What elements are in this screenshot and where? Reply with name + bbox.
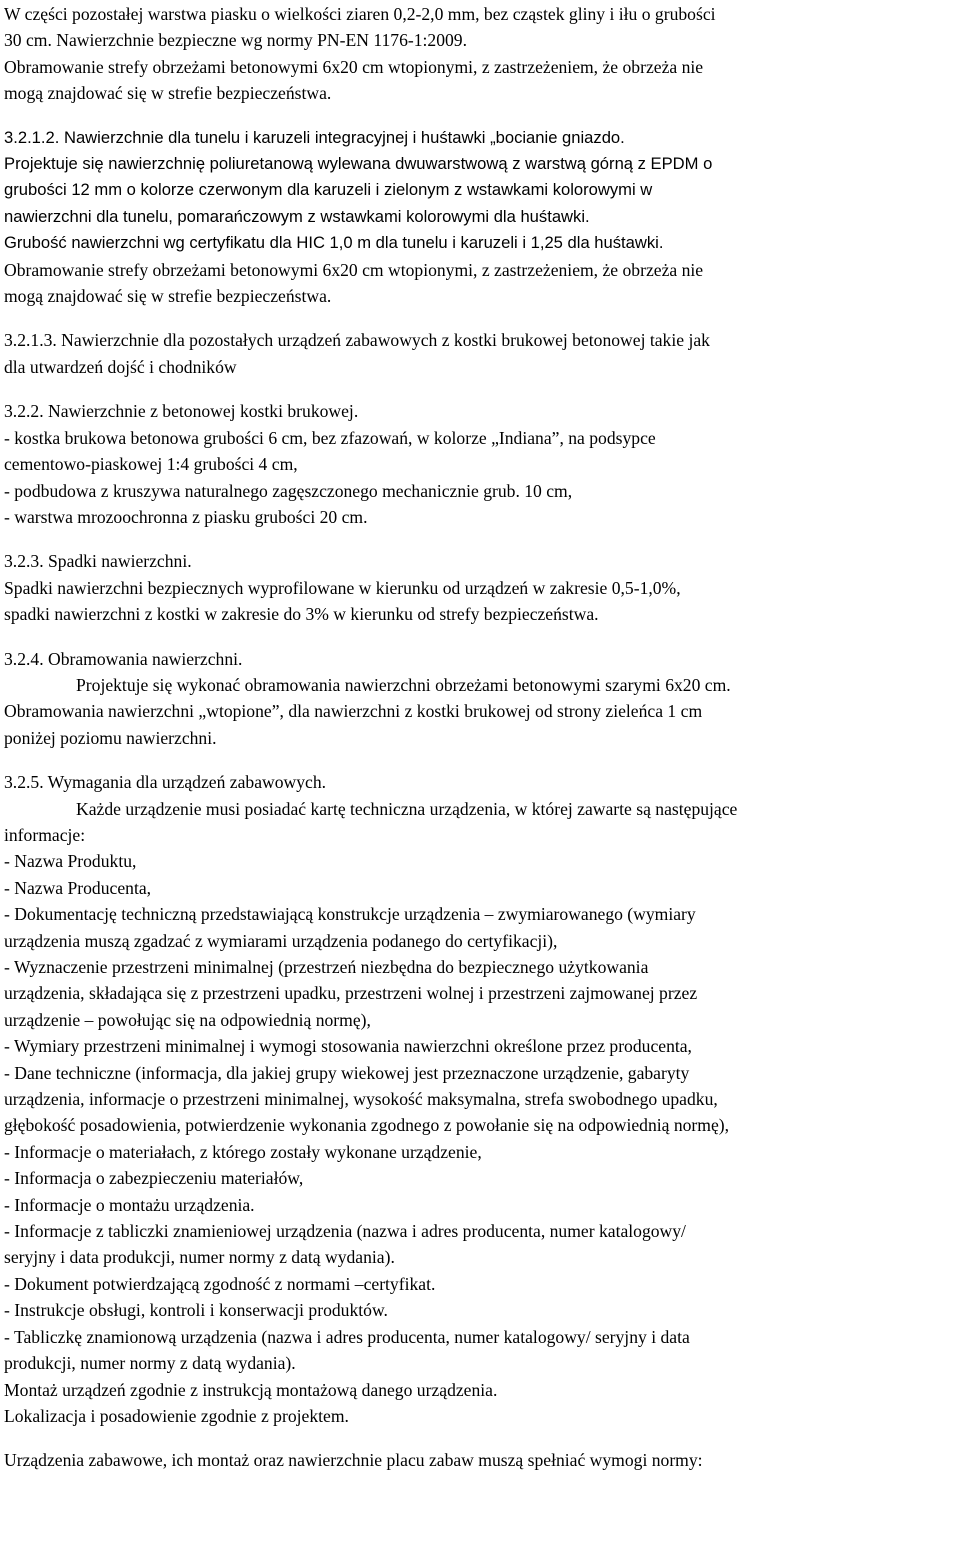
text-line: urządzenia muszą zgadzać z wymiarami urządzenia podanego do certyfikacji), [4,930,558,951]
text-line: - Informacje z tabliczki znamieniowej urządzenia (nazwa i adres producenta, numer katalogowy/ [4,1221,686,1242]
paragraph [4,769,956,1429]
text-line: Spadki nawierzchni bezpiecznych wyprofilowane w kierunku od urządzeń w zakresie 0,5-1,0%, [4,577,681,598]
text-line: W części pozostałej warstwa piasku o wielkości ziaren 0,2-2,0 mm, bez cząstek gliny i iłu o grubości [4,4,716,24]
paragraph [4,257,956,310]
paragraph-spacer [4,107,956,125]
text-line: - Instrukcje obsługi, kontroli i konserwacji produktów. [4,1300,388,1321]
text-line: 3.2.1.2. Nawierzchnie dla tunelu i karuzeli integracyjnej i huśtawki „bocianie gniazdo. [4,127,625,147]
paragraph-spacer [4,1429,956,1447]
text-line: Obramowanie strefy obrzeżami betonowymi 6x20 cm wtopionymi, z zastrzeżeniem, że obrzeża nie [4,259,704,280]
text-line: - Informacje o materiałach, z którego zostały wykonane urządzenie, [4,1141,482,1162]
text-line: dla utwardzeń dojść i chodników [4,356,237,377]
text-line: nawierzchni dla tunelu, pomarańczowym z wstawkami kolorowymi dla huśtawki. [4,206,590,226]
text-line: spadki nawierzchni z kostki w zakresie do 3% w kierunku od strefy bezpieczeństwa. [4,604,599,625]
text-line: informacje: [4,824,86,845]
text-line: 3.2.2. Nawierzchnie z betonowej kostki brukowej. [4,401,359,422]
text-line: - warstwa mrozoochronna z piasku grubości 20 cm. [4,506,368,527]
paragraph [4,1447,956,1473]
text-line: Obramowania nawierzchni „wtopione”, dla nawierzchni z kostki brukowej od strony zieleńca 1 cm [4,701,703,722]
text-line: Lokalizacja i posadowienie zgodnie z projektem. [4,1405,349,1426]
text-line: urządzenia, informacje o przestrzeni minimalnej, wysokość maksymalna, strefa swobodnego upadku, [4,1089,718,1110]
text-line: - Informacje o montażu urządzenia. [4,1194,255,1215]
text-line: 3.2.3. Spadki nawierzchni. [4,551,192,572]
text-line: 3.2.4. Obramowania nawierzchni. [4,648,243,669]
text-line: seryjny i data produkcji, numer normy z datą wydania). [4,1247,395,1268]
text-line: - Tabliczkę znamionową urządzenia (nazwa i adres producenta, numer katalogowy/ seryjny i data [4,1326,690,1347]
text-line: - podbudowa z kruszywa naturalnego zagęszczonego mechanicznie grub. 10 cm, [4,480,573,501]
paragraph [4,327,956,380]
text-line: mogą znajdować się w strefie bezpieczeństwa. [4,83,332,104]
text-line: poniżej poziomu nawierzchni. [4,727,217,748]
text-line: - Wyznaczenie przestrzeni minimalnej (przestrzeń niezbędna do bezpiecznego użytkowania [4,957,649,977]
paragraph [4,1,956,107]
text-line: Projektuje się wykonać obramowania nawierzchni obrzeżami betonowymi szarymi 6x20 cm. [76,674,731,695]
text-line: głębokość posadowienia, potwierdzenie wykonania zgodnego z powołanie się na odpowiednią normę), [4,1115,730,1136]
text-line: - kostka brukowa betonowa grubości 6 cm, bez zfazowań, w kolorze „Indiana”, na podsypce [4,427,656,448]
text-line: mogą znajdować się w strefie bezpieczeństwa. [4,286,332,307]
paragraph-spacer [4,751,956,769]
text-line: Montaż urządzeń zgodnie z instrukcją montażową danego urządzenia. [4,1379,498,1400]
text-line: 3.2.1.3. Nawierzchnie dla pozostałych urządzeń zabawowych z kostki brukowej betonowej takie jak [4,330,710,351]
paragraph [4,646,956,752]
text-line: - Nazwa Producenta, [4,877,152,898]
paragraph [4,125,956,257]
text-line: Grubość nawierzchni wg certyfikatu dla HIC 1,0 m dla tunelu i karuzeli i 1,25 dla huśtawki. [4,233,664,253]
text-line: cementowo-piaskowej 1:4 grubości 4 cm, [4,454,298,475]
text-line: 30 cm. Nawierzchnie bezpieczne wg normy PN-EN 1176-1:2009. [4,30,467,51]
paragraph [4,398,956,530]
text-line: - Wymiary przestrzeni minimalnej i wymogi stosowania nawierzchni określone przez producenta, [4,1036,692,1057]
paragraph-spacer [4,380,956,398]
text-line: - Nazwa Produktu, [4,851,137,872]
text-line: Urządzenia zabawowe, ich montaż oraz nawierzchnie placu zabaw muszą spełniać wymogi normy: [4,1450,703,1471]
paragraph-spacer [4,530,956,548]
text-line: Obramowanie strefy obrzeżami betonowymi 6x20 cm wtopionymi, z zastrzeżeniem, że obrzeża nie [4,56,704,77]
paragraph-spacer [4,628,956,646]
text-line: - Dokumentację techniczną przedstawiającą konstrukcje urządzenia – zwymiarowanego (wymiary [4,904,696,925]
text-line: - Dane techniczne (informacja, dla jakiej grupy wiekowej jest przeznaczone urządzenie, gabaryty [4,1062,690,1083]
text-line: 3.2.5. Wymagania dla urządzeń zabawowych. [4,772,327,793]
text-line: urządzenia, składająca się z przestrzeni upadku, przestrzeni wolnej i przestrzeni zajmowanej przez [4,983,698,1004]
text-line: Projektuje się nawierzchnię poliuretanową wylewana dwuwarstwową z warstwą górną z EPDM o [4,154,713,174]
text-line: urządzenie – powołując się na odpowiednią normę), [4,1009,371,1030]
text-line: produkcji, numer normy z datą wydania). [4,1353,296,1374]
text-line: grubości 12 mm o kolorze czerwonym dla karuzeli i zielonym z wstawkami kolorowymi w [4,180,653,200]
text-line: - Informacja o zabezpieczeniu materiałów, [4,1168,304,1189]
text-line: - Dokument potwierdzającą zgodność z normami –certyfikat. [4,1273,436,1294]
text-line: Każde urządzenie musi posiadać kartę techniczna urządzenia, w której zawarte są następujące [76,798,738,819]
paragraph-spacer [4,309,956,327]
paragraph [4,548,956,627]
